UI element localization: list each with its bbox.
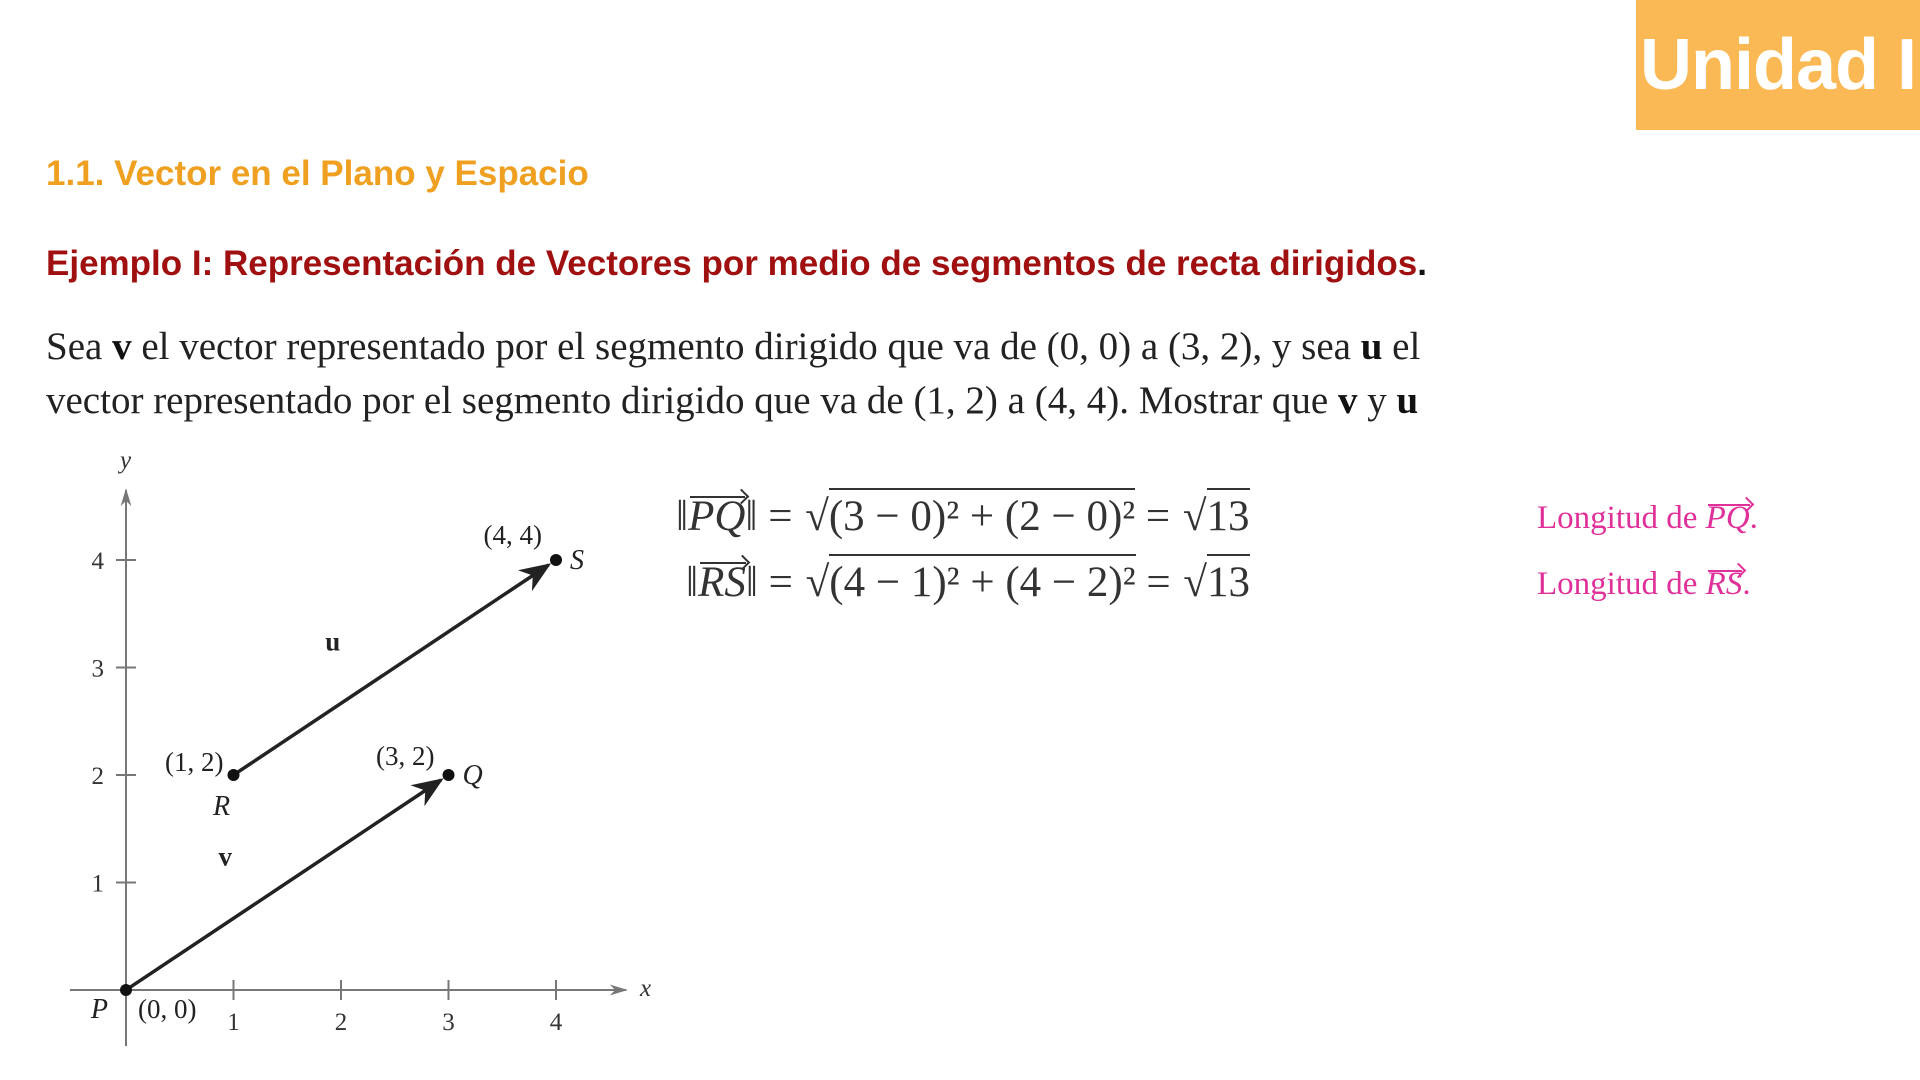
vector-u-symbol: u — [1360, 325, 1383, 368]
note-period: . — [1749, 500, 1758, 536]
y-tick-label: 3 — [91, 655, 104, 683]
norm-open: ‖ — [676, 493, 689, 540]
point-R-coord: (1, 2) — [165, 747, 224, 777]
statement-text: el vector representado por el segmento dirigido que va de (0, 0) a (3, 2), y sea — [131, 325, 1361, 368]
section-title: 1.1. Vector en el Plano y Espacio — [46, 154, 589, 193]
y-axis-label: y — [120, 447, 132, 474]
norm-close: ‖ = — [745, 559, 804, 606]
radicand-pq: (3 − 0)² + (2 − 0)² — [829, 488, 1135, 541]
point-S-coord: (4, 4) — [483, 520, 542, 550]
y-tick-label: 4 — [91, 548, 104, 575]
result-pq: 13 — [1207, 488, 1250, 541]
result-rs: 13 — [1207, 554, 1250, 607]
note-text: Longitud de — [1537, 500, 1706, 536]
vector-v-arrow — [126, 780, 441, 990]
segment-rs-symbol: RS — [698, 559, 746, 606]
radicand-rs: (4 − 1)² + (4 − 2)² — [829, 554, 1135, 607]
sqrt-sign: √13 — [1181, 554, 1250, 607]
statement-text: y — [1357, 379, 1397, 422]
note-period: . — [1742, 566, 1751, 602]
note-length-rs — [1537, 566, 1751, 603]
note-length-pq — [1537, 500, 1758, 537]
point-P-coord: (0, 0) — [138, 994, 197, 1024]
point-Q — [443, 769, 455, 781]
x-tick-label: 1 — [227, 1009, 240, 1036]
sqrt-sign: √13 — [1181, 488, 1250, 541]
sqrt-sign: √(3 − 0)² + (2 − 0)² — [803, 488, 1135, 541]
sqrt-sign: √(4 − 1)² + (4 − 2)² — [804, 554, 1136, 607]
statement-line-2 — [46, 374, 1536, 428]
note-segment-rs: RS — [1705, 566, 1743, 602]
note-segment-pq: PQ — [1705, 500, 1750, 536]
point-S — [550, 554, 562, 566]
problem-statement — [46, 320, 1536, 428]
point-Q-name: Q — [462, 760, 483, 791]
equals-sign: = — [1145, 493, 1171, 540]
statement-text: vector representado por el segmento dirigido que va de (1, 2) a (4, 4). Mostrar que — [46, 379, 1338, 422]
point-P-name: P — [90, 994, 108, 1025]
note-text: Longitud de — [1537, 566, 1706, 602]
norm-open: ‖ — [686, 559, 699, 606]
norm-close: ‖ = — [745, 493, 804, 540]
x-tick-label: 2 — [334, 1009, 348, 1036]
statement-text: el — [1382, 325, 1421, 368]
example-title — [46, 244, 1427, 284]
segment-pq-symbol: PQ — [688, 493, 746, 540]
formula-rs — [686, 554, 1250, 607]
y-tick-label: 1 — [91, 870, 104, 898]
vector-v-symbol: v — [112, 325, 132, 368]
formula-pq — [676, 488, 1250, 541]
example-title-period: . — [1417, 244, 1427, 283]
equals-sign: = — [1146, 559, 1171, 606]
x-tick-label: 4 — [549, 1009, 563, 1036]
point-R — [228, 769, 240, 781]
unit-badge: Unidad I — [1636, 0, 1920, 130]
statement-text: Sea — [46, 325, 113, 368]
point-Q-coord: (3, 2) — [376, 741, 435, 771]
y-tick-label: 2 — [91, 763, 104, 790]
point-S-name: S — [570, 545, 584, 576]
x-tick-label: 3 — [442, 1009, 455, 1036]
x-axis-label: x — [640, 975, 652, 1002]
vector-u-symbol: u — [1396, 379, 1419, 422]
point-P — [120, 984, 132, 996]
point-R-name: R — [212, 791, 231, 822]
vector-v-label: v — [218, 841, 232, 872]
example-title-text: Ejemplo I: Representación de Vectores por medio de segmentos de recta dirigidos — [46, 244, 1418, 283]
statement-line-1 — [46, 320, 1536, 374]
vector-u-label: u — [325, 626, 341, 657]
vector-v-symbol: v — [1338, 379, 1358, 422]
vector-graph — [60, 440, 680, 1050]
